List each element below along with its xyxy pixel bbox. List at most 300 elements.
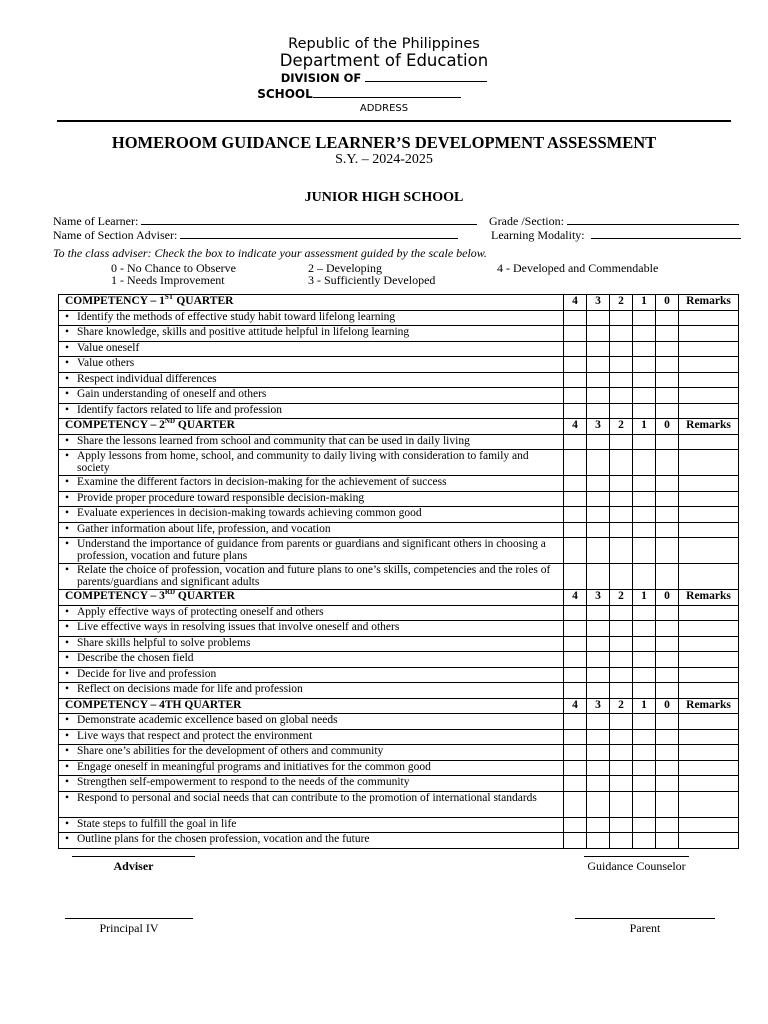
- competency-item: [59, 357, 564, 373]
- rating-header-0: 0: [656, 295, 679, 311]
- rating-checkbox-4[interactable]: [564, 507, 587, 523]
- competency-text: Live effective ways in resolving issues that involve oneself and others: [77, 621, 400, 633]
- quarter-title: [59, 590, 564, 606]
- rating-checkbox-4[interactable]: [564, 372, 587, 388]
- department-label: Department of Education: [279, 51, 489, 70]
- rating-checkbox-0[interactable]: [656, 538, 679, 564]
- competency-text: Identify factors related to life and profession: [77, 403, 283, 416]
- grade-section-label: Grade /Section:: [489, 214, 564, 228]
- competency-row: [59, 491, 739, 507]
- competency-item: [59, 450, 564, 476]
- rating-checkbox-1[interactable]: [633, 817, 656, 833]
- scale-4: 4 - Developed and Commendable: [497, 261, 659, 275]
- rating-checkbox-3[interactable]: [587, 729, 610, 745]
- rating-header-0: 0: [656, 698, 679, 714]
- rating-checkbox-0[interactable]: [656, 388, 679, 404]
- rating-checkbox-1[interactable]: [633, 791, 656, 817]
- bullet-icon: •: [65, 507, 70, 519]
- bullet-icon: •: [65, 714, 70, 726]
- rating-checkbox-0[interactable]: [656, 522, 679, 538]
- bullet-icon: •: [65, 538, 70, 550]
- competency-row: [59, 507, 739, 523]
- rating-checkbox-2[interactable]: [610, 729, 633, 745]
- rating-checkbox-4[interactable]: [564, 310, 587, 326]
- rating-checkbox-4[interactable]: [564, 434, 587, 450]
- rating-checkbox-0[interactable]: [656, 636, 679, 652]
- rating-checkbox-4[interactable]: [564, 538, 587, 564]
- rating-checkbox-2[interactable]: [610, 745, 633, 761]
- rating-checkbox-1[interactable]: [633, 605, 656, 621]
- bullet-icon: •: [65, 760, 70, 773]
- rating-checkbox-2[interactable]: [610, 450, 633, 476]
- rating-checkbox-1[interactable]: [633, 745, 656, 761]
- competency-row: [59, 341, 739, 357]
- competency-item: [59, 372, 564, 388]
- bullet-icon: •: [65, 817, 70, 830]
- rating-checkbox-2[interactable]: [610, 341, 633, 357]
- rating-checkbox-4[interactable]: [564, 564, 587, 590]
- rating-header-3: 3: [587, 419, 610, 435]
- rating-checkbox-0[interactable]: [656, 729, 679, 745]
- bullet-icon: •: [65, 522, 70, 535]
- rating-checkbox-4[interactable]: [564, 667, 587, 683]
- bullet-icon: •: [65, 683, 70, 695]
- rating-checkbox-1[interactable]: [633, 476, 656, 492]
- rating-checkbox-3[interactable]: [587, 538, 610, 564]
- competency-text: Demonstrate academic excellence based on global needs: [77, 714, 338, 726]
- rating-checkbox-2[interactable]: [610, 357, 633, 373]
- rating-checkbox-2[interactable]: [610, 817, 633, 833]
- rating-checkbox-1[interactable]: [633, 636, 656, 652]
- bullet-icon: •: [65, 667, 70, 680]
- rating-checkbox-0[interactable]: [656, 357, 679, 373]
- bullet-icon: •: [65, 403, 70, 416]
- rating-checkbox-3[interactable]: [587, 372, 610, 388]
- rating-header-0: 0: [656, 590, 679, 606]
- competency-row: [59, 636, 739, 652]
- competency-row: [59, 388, 739, 404]
- rating-checkbox-2[interactable]: [610, 667, 633, 683]
- quarter-title-prefix: COMPETENCY – 2: [65, 419, 165, 431]
- rating-checkbox-4[interactable]: [564, 450, 587, 476]
- rating-checkbox-1[interactable]: [633, 833, 656, 849]
- remarks-cell[interactable]: [679, 817, 739, 833]
- rating-checkbox-4[interactable]: [564, 833, 587, 849]
- quarter-header-row: [59, 590, 739, 606]
- rating-checkbox-1[interactable]: [633, 450, 656, 476]
- adviser-label: Name of Section Adviser:: [53, 228, 178, 242]
- competency-row: [59, 760, 739, 776]
- competency-text: Apply effective ways of protecting oneself and others: [77, 605, 324, 618]
- rating-checkbox-4[interactable]: [564, 729, 587, 745]
- remarks-cell[interactable]: [679, 605, 739, 621]
- adviser-blank[interactable]: [180, 228, 458, 239]
- competency-row: [59, 450, 739, 476]
- quarter-title-suffix: QUARTER: [175, 590, 235, 602]
- rating-checkbox-2[interactable]: [610, 833, 633, 849]
- scale-3: 3 - Sufficiently Developed: [308, 273, 436, 287]
- remarks-cell[interactable]: [679, 372, 739, 388]
- remarks-cell[interactable]: [679, 434, 739, 450]
- rating-checkbox-3[interactable]: [587, 776, 610, 792]
- rating-checkbox-4[interactable]: [564, 683, 587, 699]
- rating-checkbox-4[interactable]: [564, 621, 587, 637]
- rating-checkbox-0[interactable]: [656, 652, 679, 668]
- competency-text: Decide for live and profession: [77, 667, 217, 680]
- rating-checkbox-1[interactable]: [633, 372, 656, 388]
- rating-checkbox-0[interactable]: [656, 745, 679, 761]
- rating-checkbox-1[interactable]: [633, 776, 656, 792]
- remarks-cell[interactable]: [679, 652, 739, 668]
- rating-checkbox-3[interactable]: [587, 388, 610, 404]
- rating-checkbox-2[interactable]: [610, 388, 633, 404]
- rating-header-3: 3: [587, 590, 610, 606]
- rating-header-3: 3: [587, 295, 610, 311]
- rating-checkbox-2[interactable]: [610, 522, 633, 538]
- rating-checkbox-2[interactable]: [610, 326, 633, 342]
- remarks-header: Remarks: [679, 295, 739, 311]
- remarks-header: Remarks: [679, 590, 739, 606]
- competency-item: [59, 522, 564, 538]
- remarks-cell[interactable]: [679, 326, 739, 342]
- rating-checkbox-3[interactable]: [587, 491, 610, 507]
- rating-header-4: 4: [564, 698, 587, 714]
- rating-checkbox-0[interactable]: [656, 372, 679, 388]
- modality-blank[interactable]: [591, 228, 741, 239]
- rating-checkbox-1[interactable]: [633, 522, 656, 538]
- rating-checkbox-3[interactable]: [587, 652, 610, 668]
- remarks-cell[interactable]: [679, 760, 739, 776]
- rating-checkbox-4[interactable]: [564, 326, 587, 342]
- rating-checkbox-2[interactable]: [610, 310, 633, 326]
- bullet-icon: •: [65, 776, 70, 788]
- remarks-cell[interactable]: [679, 357, 739, 373]
- rating-checkbox-0[interactable]: [656, 791, 679, 817]
- remarks-cell[interactable]: [679, 507, 739, 523]
- rating-checkbox-1[interactable]: [633, 434, 656, 450]
- bullet-icon: •: [65, 310, 70, 323]
- competency-item: [59, 605, 564, 621]
- rating-checkbox-1[interactable]: [633, 326, 656, 342]
- remarks-cell[interactable]: [679, 667, 739, 683]
- rating-checkbox-1[interactable]: [633, 714, 656, 730]
- rating-checkbox-1[interactable]: [633, 357, 656, 373]
- remarks-cell[interactable]: [679, 621, 739, 637]
- remarks-cell[interactable]: [679, 683, 739, 699]
- rating-checkbox-0[interactable]: [656, 507, 679, 523]
- rating-header-4: 4: [564, 295, 587, 311]
- rating-checkbox-2[interactable]: [610, 434, 633, 450]
- rating-checkbox-2[interactable]: [610, 372, 633, 388]
- competency-row: [59, 522, 739, 538]
- competency-item: [59, 791, 564, 817]
- adviser-signature-line: [72, 856, 195, 857]
- bullet-icon: •: [65, 791, 70, 804]
- rating-checkbox-0[interactable]: [656, 310, 679, 326]
- rating-checkbox-1[interactable]: [633, 507, 656, 523]
- rating-checkbox-3[interactable]: [587, 564, 610, 590]
- competency-row: [59, 476, 739, 492]
- rating-checkbox-3[interactable]: [587, 621, 610, 637]
- competency-text: State steps to fulfill the goal in life: [77, 817, 237, 830]
- rating-checkbox-4[interactable]: [564, 491, 587, 507]
- rating-checkbox-4[interactable]: [564, 745, 587, 761]
- rating-checkbox-3[interactable]: [587, 636, 610, 652]
- competency-item: [59, 564, 564, 590]
- competency-item: [59, 403, 564, 419]
- competency-text: Share knowledge, skills and positive attitude helpful in lifelong learning: [77, 326, 410, 338]
- bullet-icon: •: [65, 621, 70, 633]
- competency-row: [59, 372, 739, 388]
- learner-blank[interactable]: [141, 214, 477, 225]
- competency-text: Respect individual differences: [77, 372, 217, 385]
- competency-row: [59, 791, 739, 817]
- rating-checkbox-2[interactable]: [610, 403, 633, 419]
- rating-checkbox-4[interactable]: [564, 776, 587, 792]
- rating-checkbox-3[interactable]: [587, 745, 610, 761]
- remarks-cell[interactable]: [679, 450, 739, 476]
- division-label: DIVISION OF: [280, 71, 362, 85]
- letterhead: [0, 36, 768, 115]
- rating-checkbox-3[interactable]: [587, 403, 610, 419]
- rating-checkbox-0[interactable]: [656, 817, 679, 833]
- rating-checkbox-3[interactable]: [587, 760, 610, 776]
- rating-checkbox-4[interactable]: [564, 605, 587, 621]
- rating-checkbox-0[interactable]: [656, 564, 679, 590]
- remarks-cell[interactable]: [679, 636, 739, 652]
- rating-checkbox-0[interactable]: [656, 605, 679, 621]
- quarter-title-ordinal: ND: [164, 417, 176, 426]
- rating-checkbox-2[interactable]: [610, 605, 633, 621]
- rating-checkbox-0[interactable]: [656, 341, 679, 357]
- remarks-cell[interactable]: [679, 729, 739, 745]
- adviser-signature: [72, 856, 195, 874]
- republic-label: Republic of the Philippines: [288, 36, 480, 52]
- rating-checkbox-1[interactable]: [633, 667, 656, 683]
- rating-checkbox-0[interactable]: [656, 491, 679, 507]
- competency-row: [59, 357, 739, 373]
- rating-checkbox-4[interactable]: [564, 636, 587, 652]
- rating-checkbox-3[interactable]: [587, 605, 610, 621]
- quarter-header-row: [59, 419, 739, 435]
- rating-checkbox-3[interactable]: [587, 326, 610, 342]
- remarks-cell[interactable]: [679, 791, 739, 817]
- competency-item: [59, 538, 564, 564]
- rating-header-4: 4: [564, 590, 587, 606]
- rating-checkbox-4[interactable]: [564, 522, 587, 538]
- quarter-header-row: [59, 698, 739, 714]
- competency-item: [59, 729, 564, 745]
- rating-checkbox-3[interactable]: [587, 434, 610, 450]
- rating-checkbox-1[interactable]: [633, 403, 656, 419]
- rating-checkbox-1[interactable]: [633, 310, 656, 326]
- quarter-title-prefix: COMPETENCY – 3: [65, 590, 165, 602]
- bullet-icon: •: [65, 491, 70, 504]
- remarks-cell[interactable]: [679, 310, 739, 326]
- remarks-cell[interactable]: [679, 745, 739, 761]
- competency-item: [59, 636, 564, 652]
- remarks-header: Remarks: [679, 698, 739, 714]
- rating-checkbox-4[interactable]: [564, 357, 587, 373]
- rating-checkbox-4[interactable]: [564, 791, 587, 817]
- competency-text: Gather information about life, profession, and vocation: [77, 522, 331, 535]
- rating-checkbox-3[interactable]: [587, 341, 610, 357]
- rating-checkbox-1[interactable]: [633, 760, 656, 776]
- rating-checkbox-2[interactable]: [610, 714, 633, 730]
- modality-label: Learning Modality:: [491, 228, 585, 242]
- school-line: [0, 86, 768, 102]
- bullet-icon: •: [65, 833, 70, 845]
- rating-checkbox-0[interactable]: [656, 621, 679, 637]
- rating-checkbox-1[interactable]: [633, 652, 656, 668]
- remarks-cell[interactable]: [679, 564, 739, 590]
- rating-checkbox-0[interactable]: [656, 683, 679, 699]
- rating-header-2: 2: [610, 590, 633, 606]
- principal-signature: [65, 918, 193, 936]
- bullet-icon: •: [65, 476, 70, 488]
- competency-text: Share one’s abilities for the development of others and community: [77, 745, 384, 757]
- competency-item: [59, 310, 564, 326]
- rating-checkbox-0[interactable]: [656, 450, 679, 476]
- rating-checkbox-2[interactable]: [610, 636, 633, 652]
- quarter-title: [59, 698, 564, 714]
- rating-checkbox-1[interactable]: [633, 621, 656, 637]
- competency-item: [59, 341, 564, 357]
- competency-item: [59, 652, 564, 668]
- competency-item: [59, 667, 564, 683]
- rating-checkbox-4[interactable]: [564, 760, 587, 776]
- remarks-header: Remarks: [679, 419, 739, 435]
- division-line: [0, 70, 768, 86]
- competency-row: [59, 683, 739, 699]
- remarks-cell[interactable]: [679, 341, 739, 357]
- rating-checkbox-0[interactable]: [656, 667, 679, 683]
- rating-checkbox-3[interactable]: [587, 683, 610, 699]
- competency-item: [59, 326, 564, 342]
- rating-checkbox-2[interactable]: [610, 621, 633, 637]
- bullet-icon: •: [65, 745, 70, 757]
- remarks-cell[interactable]: [679, 776, 739, 792]
- rating-checkbox-3[interactable]: [587, 507, 610, 523]
- rating-checkbox-3[interactable]: [587, 817, 610, 833]
- rating-checkbox-2[interactable]: [610, 791, 633, 817]
- parent-label: Parent: [629, 921, 661, 935]
- rating-header-3: 3: [587, 698, 610, 714]
- bullet-icon: •: [65, 605, 70, 618]
- header-rule: [57, 120, 731, 122]
- rating-checkbox-2[interactable]: [610, 683, 633, 699]
- rating-checkbox-1[interactable]: [633, 388, 656, 404]
- rating-checkbox-0[interactable]: [656, 476, 679, 492]
- quarter-title: [59, 295, 564, 311]
- document-title: HOMEROOM GUIDANCE LEARNER’S DEVELOPMENT ASSESSMENT: [111, 133, 657, 152]
- rating-checkbox-3[interactable]: [587, 522, 610, 538]
- rating-checkbox-0[interactable]: [656, 326, 679, 342]
- rating-checkbox-4[interactable]: [564, 817, 587, 833]
- rating-checkbox-2[interactable]: [610, 564, 633, 590]
- rating-checkbox-1[interactable]: [633, 683, 656, 699]
- modality-field: [491, 228, 741, 242]
- grade-section-blank[interactable]: [567, 214, 739, 225]
- quarter-title: [59, 419, 564, 435]
- rating-checkbox-3[interactable]: [587, 833, 610, 849]
- competency-row: [59, 745, 739, 761]
- remarks-cell[interactable]: [679, 522, 739, 538]
- rating-checkbox-3[interactable]: [587, 310, 610, 326]
- competency-row: [59, 667, 739, 683]
- competency-row: [59, 817, 739, 833]
- rating-checkbox-2[interactable]: [610, 776, 633, 792]
- competency-text: Value oneself: [77, 341, 140, 354]
- rating-checkbox-3[interactable]: [587, 476, 610, 492]
- remarks-cell[interactable]: [679, 538, 739, 564]
- rating-checkbox-0[interactable]: [656, 776, 679, 792]
- rating-checkbox-4[interactable]: [564, 403, 587, 419]
- rating-checkbox-4[interactable]: [564, 476, 587, 492]
- competency-text: Describe the chosen field: [77, 652, 194, 664]
- rating-checkbox-4[interactable]: [564, 388, 587, 404]
- rating-checkbox-2[interactable]: [610, 476, 633, 492]
- rating-checkbox-0[interactable]: [656, 714, 679, 730]
- competency-item: [59, 434, 564, 450]
- rating-checkbox-3[interactable]: [587, 791, 610, 817]
- rating-checkbox-2[interactable]: [610, 491, 633, 507]
- quarter-title-ordinal: ST: [164, 293, 174, 302]
- rating-checkbox-0[interactable]: [656, 403, 679, 419]
- rating-checkbox-3[interactable]: [587, 450, 610, 476]
- rating-checkbox-0[interactable]: [656, 434, 679, 450]
- rating-checkbox-3[interactable]: [587, 667, 610, 683]
- competency-row: [59, 776, 739, 792]
- rating-checkbox-3[interactable]: [587, 714, 610, 730]
- rating-checkbox-0[interactable]: [656, 833, 679, 849]
- remarks-cell[interactable]: [679, 388, 739, 404]
- competency-text: Outline plans for the chosen profession, vocation and the future: [77, 833, 370, 845]
- competency-row: [59, 434, 739, 450]
- assessment-table-body: [59, 295, 739, 849]
- rating-checkbox-2[interactable]: [610, 760, 633, 776]
- rating-checkbox-4[interactable]: [564, 714, 587, 730]
- rating-checkbox-2[interactable]: [610, 507, 633, 523]
- remarks-cell[interactable]: [679, 833, 739, 849]
- rating-checkbox-1[interactable]: [633, 564, 656, 590]
- bullet-icon: •: [65, 357, 70, 369]
- rating-checkbox-1[interactable]: [633, 491, 656, 507]
- rating-checkbox-3[interactable]: [587, 357, 610, 373]
- rating-checkbox-4[interactable]: [564, 652, 587, 668]
- rating-checkbox-1[interactable]: [633, 538, 656, 564]
- rating-checkbox-1[interactable]: [633, 341, 656, 357]
- school-year: S.Y. – 2024-2025: [335, 152, 433, 167]
- remarks-cell[interactable]: [679, 476, 739, 492]
- adviser-label: Adviser: [113, 859, 154, 873]
- remarks-cell[interactable]: [679, 491, 739, 507]
- competency-text: Provide proper procedure toward responsible decision-making: [77, 491, 365, 504]
- rating-header-2: 2: [610, 698, 633, 714]
- learner-label: Name of Learner:: [53, 214, 139, 228]
- remarks-cell[interactable]: [679, 714, 739, 730]
- rating-checkbox-1[interactable]: [633, 729, 656, 745]
- competency-row: [59, 403, 739, 419]
- rating-checkbox-4[interactable]: [564, 341, 587, 357]
- rating-checkbox-0[interactable]: [656, 760, 679, 776]
- competency-text: Share skills helpful to solve problems: [77, 636, 251, 649]
- rating-checkbox-2[interactable]: [610, 652, 633, 668]
- competency-row: [59, 652, 739, 668]
- remarks-cell[interactable]: [679, 403, 739, 419]
- bullet-icon: •: [65, 372, 70, 385]
- rating-checkbox-2[interactable]: [610, 538, 633, 564]
